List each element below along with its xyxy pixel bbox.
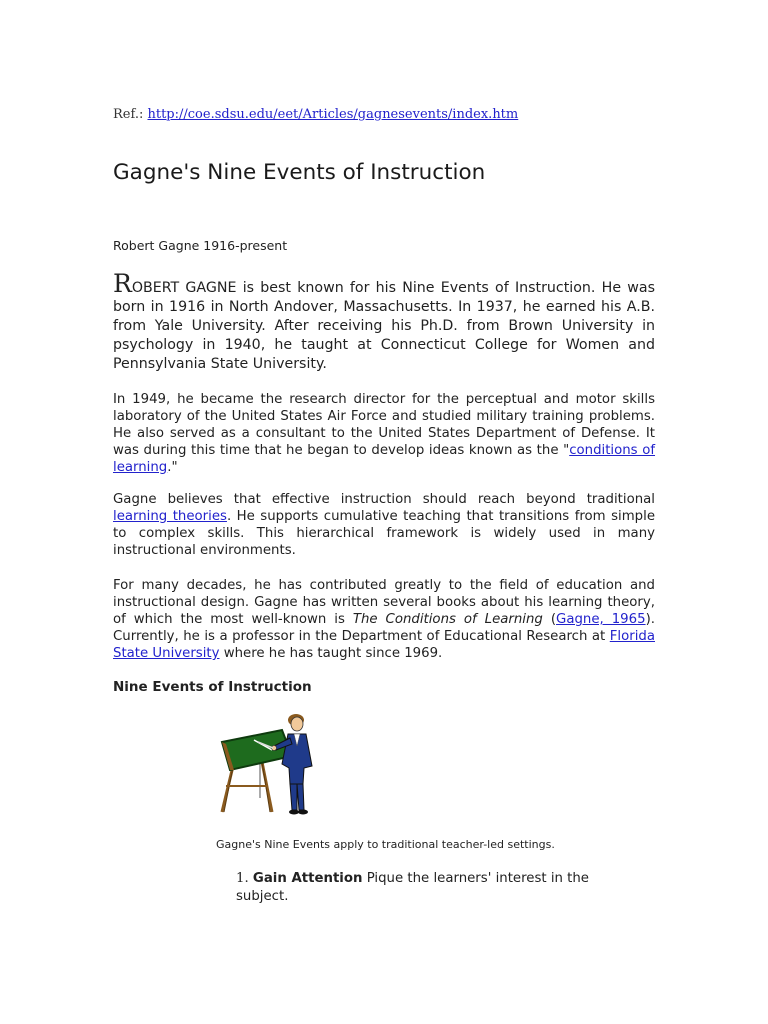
event-number: 1. xyxy=(236,871,249,886)
contributions-paragraph xyxy=(113,577,655,662)
paren-open: ( xyxy=(542,612,557,627)
reference-line xyxy=(113,107,518,122)
beliefs-text: Gagne believes that effective instruction should reach beyond traditional xyxy=(113,492,655,507)
contributions-text-end: where he has taught since 1969. xyxy=(219,646,443,661)
biography-paragraph xyxy=(113,269,655,374)
citation-link[interactable]: Gagne, 1965 xyxy=(556,612,646,627)
beliefs-text-end: . He supports cumulative teaching that transitions from simple to complex skills. This hierarchical framework is widely used in many instructional environments. xyxy=(113,509,655,558)
career-text: In 1949, he became the research director for the perceptual and motor skills laboratory of the United States Air Force and studied military training problems. He also served as a consultant to the United States Department of Defense. It was during this time that he began to develop ideas known as the " xyxy=(113,392,655,458)
teacher-at-chalkboard-icon xyxy=(218,712,328,820)
reference-label: Ref.: xyxy=(113,107,144,122)
author-dates: Robert Gagne 1916-present xyxy=(113,238,288,253)
teacher-figure-icon xyxy=(258,714,312,815)
conditions-of-learning-link[interactable]: conditions of learning xyxy=(113,443,656,475)
section-heading: Nine Events of Instruction xyxy=(113,679,312,695)
page-title: Gagne's Nine Events of Instruction xyxy=(113,160,486,185)
illustration-caption: Gagne's Nine Events apply to traditional teacher-led settings. xyxy=(216,838,555,851)
reference-link[interactable]: http://coe.sdsu.edu/eet/Articles/gagnesevents/index.htm xyxy=(147,107,519,122)
book-title: The Conditions of Learning xyxy=(352,612,543,627)
career-text-end: ." xyxy=(167,460,178,475)
learning-theories-link[interactable]: learning theories xyxy=(113,509,227,524)
biography-text: OBERT GAGNE is best known for his Nine Events of Instruction. He was born in 1916 in North Andover, Massachusetts. In 1937, he earned his A.B. from Yale University. After receiving his Ph.D. from Brown University in psychology in 1940, he taught at Connecticut College for Women and Pennsylvania State University. xyxy=(113,280,655,372)
event-description: Pique the learners' interest in the subject. xyxy=(236,871,589,904)
florida-state-university-link[interactable]: Florida State University xyxy=(113,629,655,661)
career-paragraph xyxy=(113,391,655,476)
event-name: Gain Attention xyxy=(252,871,363,886)
contributions-text: For many decades, he has contributed greatly to the field of education and instructional design. Gagne has written several books about his learning theory, of which the most well-known is xyxy=(113,578,655,627)
contributions-text-middle: ). Currently, he is a professor in the Department of Educational Research at xyxy=(113,612,655,644)
beliefs-paragraph xyxy=(113,491,655,559)
event-item-gain-attention xyxy=(236,870,616,905)
drop-cap: R xyxy=(113,269,132,298)
